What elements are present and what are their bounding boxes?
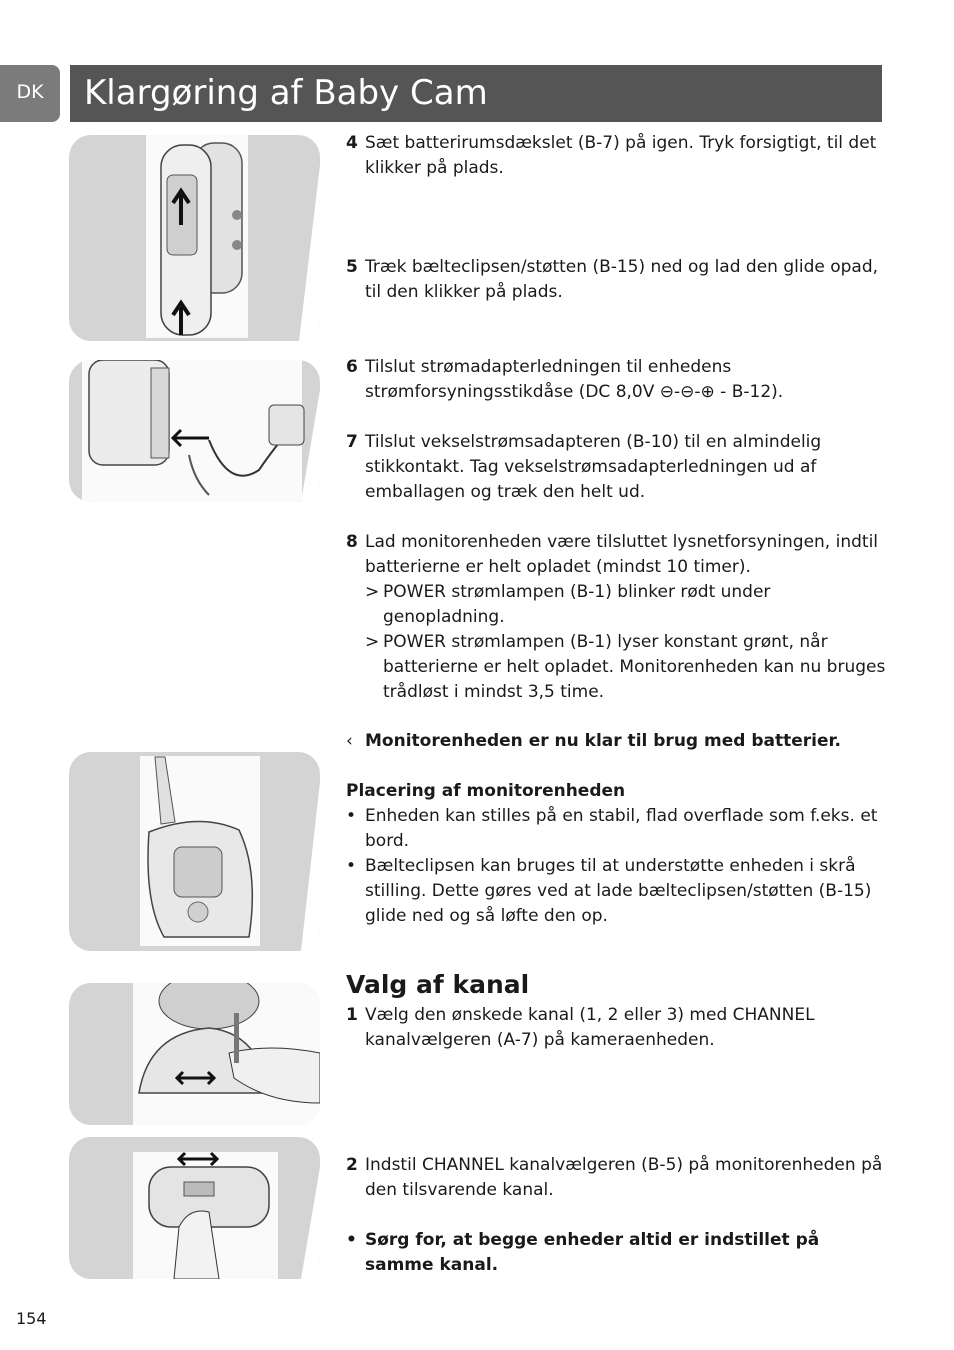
channel-step-2 bbox=[346, 1153, 886, 1203]
note-text: Sørg for, at begge enheder altid er indstillet på samme kanal. bbox=[365, 1230, 820, 1275]
result-marker: > bbox=[365, 632, 380, 652]
language-tab bbox=[0, 65, 60, 122]
note-text: Monitorenheden er nu klar til brug med batterier. bbox=[365, 731, 841, 751]
bullet-marker: • bbox=[346, 1230, 357, 1250]
step-number: 5 bbox=[346, 257, 358, 277]
step-text: Vælg den ønskede kanal (1, 2 eller 3) med CHANNEL kanalvælgeren (A-7) på kameraenheden. bbox=[365, 1005, 815, 1050]
step-text: Tilslut strømadapterledningen til enhedens strømforsyningsstikdåse (DC 8,0V ⊖-⊖-⊕ - B-12). bbox=[365, 357, 784, 402]
step-text: Sæt batterirumsdækslet (B-7) på igen. Tryk forsigtigt, til det klikker på plads. bbox=[365, 133, 877, 178]
step-text: Træk bælteclipsen/støtten (B-15) ned og lad den glide opad, til den klikker på plads. bbox=[365, 257, 879, 302]
illustration-battery-cover bbox=[69, 135, 320, 341]
step-text: Indstil CHANNEL kanalvælgeren (B-5) på monitorenheden på den tilsvarende kanal. bbox=[365, 1155, 883, 1200]
step-6 bbox=[346, 355, 886, 405]
step-number: 6 bbox=[346, 357, 358, 377]
illustration-monitor-channel bbox=[69, 1137, 320, 1279]
channel-note bbox=[346, 1228, 886, 1278]
language-label: DK bbox=[16, 81, 44, 103]
channel-step-1 bbox=[346, 1003, 886, 1053]
page-title: Klargøring af Baby Cam bbox=[70, 65, 882, 122]
result-text: POWER strømlampen (B-1) lyser konstant grønt, når batterierne er helt opladet. Monitorenheden kan nu bruges trådløst i mindst 3,5 time. bbox=[383, 632, 886, 702]
step-text: Tilslut vekselstrømsadapteren (B-10) til en almindelig stikkontakt. Tag vekselstrømsadapterledningen ud af emballagen og træk den helt ud. bbox=[365, 432, 822, 502]
step-4 bbox=[346, 131, 886, 181]
step-7 bbox=[346, 430, 886, 505]
page-number: 154 bbox=[16, 1309, 47, 1328]
step-8-sub-2 bbox=[365, 630, 886, 705]
illustration-power-adapter bbox=[69, 360, 320, 502]
step-number: 2 bbox=[346, 1155, 358, 1175]
step-5 bbox=[346, 255, 886, 305]
ready-note bbox=[346, 729, 886, 754]
channel-heading: Valg af kanal bbox=[346, 970, 530, 999]
step-number: 7 bbox=[346, 432, 358, 452]
result-marker: > bbox=[365, 582, 380, 602]
placement-heading: Placering af monitorenheden bbox=[346, 781, 626, 801]
step-number: 1 bbox=[346, 1005, 358, 1025]
bullet-text: Bælteclipsen kan bruges til at understøtte enheden i skrå stilling. Dette gøres ved at lade bælteclipsen/støtten (B-15) glide ned og så løfte den op. bbox=[365, 856, 872, 926]
bullet-text: Enheden kan stilles på en stabil, flad overflade som f.eks. et bord. bbox=[365, 806, 878, 851]
placement-bullet-1 bbox=[346, 804, 886, 854]
step-8-sub-1 bbox=[365, 580, 886, 630]
illustration-camera-channel bbox=[69, 983, 320, 1125]
step-number: 8 bbox=[346, 532, 358, 552]
bullet-marker: • bbox=[346, 856, 357, 876]
step-8-body bbox=[365, 530, 886, 705]
illustration-monitor-placement bbox=[69, 752, 320, 951]
result-text: POWER strømlampen (B-1) blinker rødt under genopladning. bbox=[383, 582, 771, 627]
step-number: 4 bbox=[346, 133, 358, 153]
placement-bullet-2 bbox=[346, 854, 886, 929]
step-8 bbox=[346, 530, 886, 705]
step-text: Lad monitorenheden være tilsluttet lysnetforsyningen, indtil batterierne er helt opladet (mindst 10 timer). bbox=[365, 532, 879, 577]
note-marker: ‹ bbox=[346, 731, 353, 751]
bullet-marker: • bbox=[346, 806, 357, 826]
